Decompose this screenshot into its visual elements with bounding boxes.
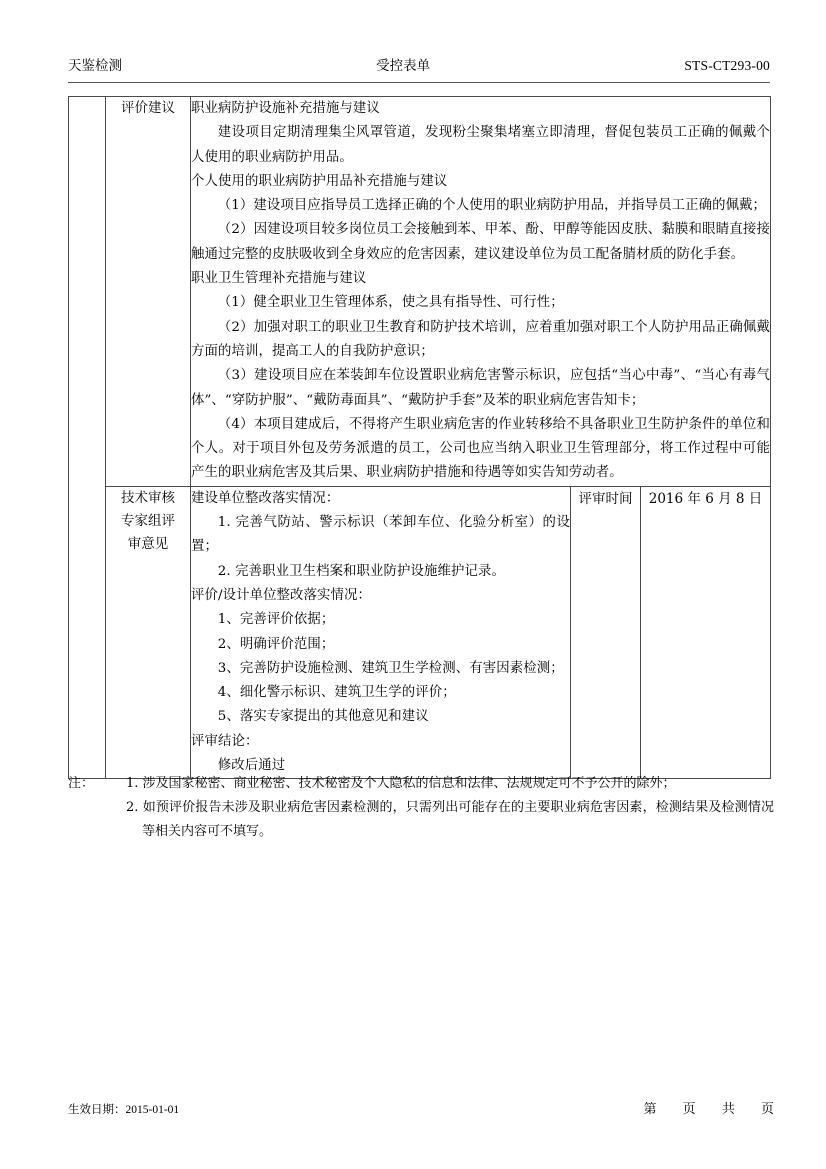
suggestion-paragraph-6: （3）建设项目应在苯装卸车位设置职业病危害警示标识，应包括“当心中毒”、“当心有毒气体”、“穿防护服”、“戴防毒面具”、“戴防护手套”及苯的职业病危害告知卡；: [191, 368, 770, 408]
row-label-expert-review-line2: 专家组评: [121, 512, 175, 529]
suggestion-heading-1: 职业病防护设施补充措施与建议: [191, 101, 380, 116]
review-item-2: 2. 完善职业卫生档案和职业防护设施维护记录。: [217, 563, 505, 579]
review-item-6: 4、细化警示标识、建筑卫生学的评价；: [217, 685, 456, 701]
review-heading-2: 评价/设计单位整改落实情况：: [191, 587, 371, 603]
suggestion-heading-2: 个人使用的职业病防护用品补充措施与建议: [191, 173, 448, 189]
table-row-expert-review: [69, 486, 771, 779]
suggestion-paragraph-4: （1）健全职业卫生管理体系，使之具有指导性、可行性；: [217, 295, 564, 311]
review-heading-3: 评审结论：: [191, 733, 259, 749]
footer-total-unit: 页: [760, 1102, 774, 1117]
notes-label: 注：: [68, 776, 95, 791]
footer-page-unit: 页: [682, 1102, 696, 1117]
header-form-code: STS-CT293-00: [684, 58, 770, 73]
table-row-evaluation-suggestions: [69, 97, 771, 487]
suggestion-paragraph-2: （1）建设项目应指导员工选择正确的个人使用的职业病防护用品，并指导员工正确的佩戴；: [217, 198, 767, 214]
suggestion-paragraph-1: 建设项目定期清理集尘风罩管道，发现粉尘聚集堵塞立即清理，督促包装员工正确的佩戴个人使用的职业病防护用品。: [191, 125, 770, 165]
review-item-4: 2、明确评价范围；: [217, 636, 335, 652]
header-form-title: 受控表单: [376, 58, 431, 74]
review-item-1: 1. 完善气防站、警示标识（苯卸车位、化验分析室）的设置；: [191, 515, 570, 555]
review-time-label: 评审时间: [571, 486, 641, 779]
document-header: [68, 56, 770, 83]
suggestion-paragraph-5: （2）加强对职工的职业卫生教育和防护技术培训，应着重加强对职工个人防护用品正确佩戴方面的培训，提高工人的自我防护意识；: [191, 319, 770, 359]
suggestion-heading-3: 职业卫生管理补充措施与建议: [191, 271, 367, 287]
header-company-name: 天鉴检测: [68, 58, 122, 74]
evaluation-suggestions-content: [191, 97, 771, 487]
footer-effective-date: 生效日期：2015-01-01: [68, 1104, 180, 1116]
suggestion-paragraph-7: （4）本项目建成后，不得将产生职业病危害的作业转移给不具备职业卫生防护条件的单位和个人。对于项目外包及劳务派遣的员工，公司也应当纳入职业卫生管理部分，将工作过程中可能产生的职业病危害及其后果、职业病防护措施和待遇等如实告知劳动者。: [191, 416, 770, 481]
note-item-1: 1. 涉及国家秘密、商业秘密、技术秘密及个人隐私的信息和法律、法规规定可不予公开的除外；: [126, 776, 676, 791]
suggestion-paragraph-3: （2）因建设项目较多岗位员工会接触到苯、甲苯、酚、甲醇等能因皮肤、黏膜和眼睛直接接触通过完整的皮肤吸收到全身效应的危害因素，建议建设单位为员工配备腈材质的防化手套。: [191, 222, 770, 262]
evaluation-form-table: [68, 96, 771, 779]
spacer-column: [69, 97, 106, 779]
review-conclusion: 修改后通过: [217, 758, 286, 774]
review-time-value: 2016 年 6 月 8 日: [641, 486, 771, 779]
notes-block: [68, 772, 774, 844]
review-item-3: 1、完善评价依据；: [217, 612, 335, 628]
row-label-expert-review: [106, 486, 191, 779]
row-label-expert-review-line3: 审意见: [127, 535, 169, 552]
review-heading-1: 建设单位整改落实情况：: [191, 490, 340, 506]
review-item-7: 5、落实专家提出的其他意见和建议: [217, 709, 429, 725]
footer-page-number: [644, 1098, 774, 1117]
review-item-5: 3、完善防护设施检测、建筑卫生学检测、有害因素检测；: [217, 660, 564, 676]
row-label-evaluation-suggestions: 评价建议: [106, 97, 191, 487]
footer-page-prefix: 第: [643, 1102, 657, 1117]
expert-review-content: [191, 486, 571, 779]
note-item-2: 2. 如预评价报告未涉及职业病危害因素检测的，只需列出可能存在的主要职业病危害因素，检测结果及检测情况等相关内容可不填写。: [126, 800, 774, 839]
document-footer: [68, 1098, 774, 1117]
footer-total-prefix: 共: [721, 1102, 735, 1117]
row-label-expert-review-line1: 技术审核: [121, 489, 175, 506]
